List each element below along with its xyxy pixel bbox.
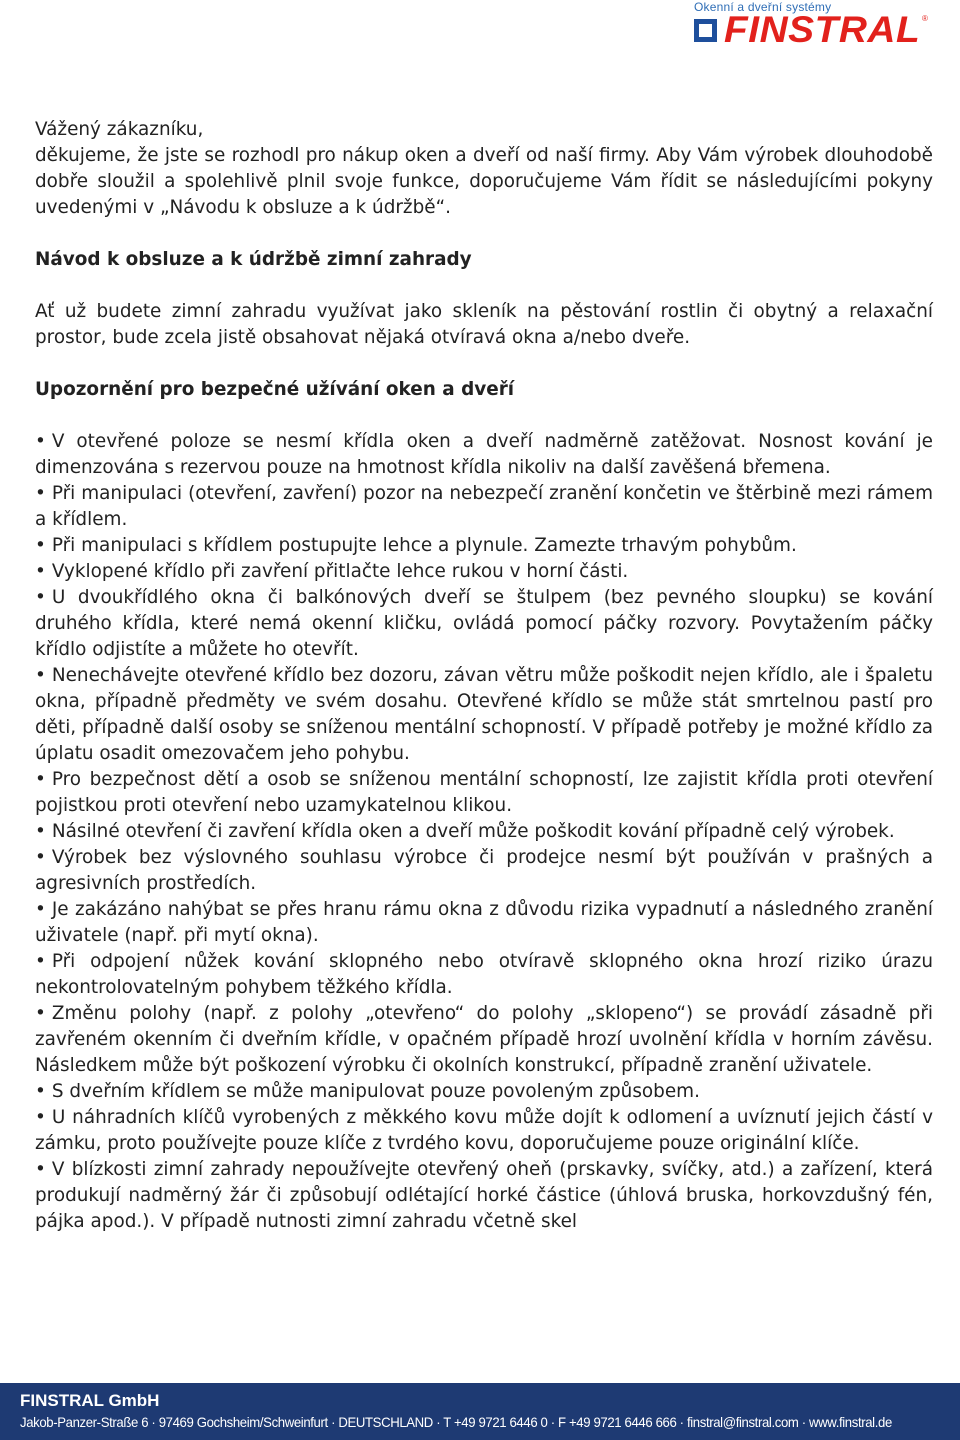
bullet-item: [35, 481, 933, 533]
bullet-text: Změnu polohy (např. z polohy „otevřeno“ do polohy „sklopeno“) se provádí zásadně při zavřeném okenním či dveřním křídle, v opačném případě hrozí uvolnění křídla v horním závěsu. Následkem může být poškození výrobku či okolních konstrukcí, případně zranění uživatele.: [35, 1003, 933, 1076]
main-heading: Návod k obsluze a k údržbě zimní zahrady: [35, 249, 472, 270]
bullet-text: Při manipulaci s křídlem postupujte lehce a plynule. Zamezte trhavým pohybům.: [51, 535, 797, 556]
bullet-text: Při manipulaci (otevření, zavření) pozor na nebezpečí zranění končetin ve štěrbině mezi rámem a křídlem.: [35, 483, 933, 530]
bullet-dot-icon: •: [35, 483, 46, 504]
footer-bar: [0, 1383, 960, 1440]
document-body: [35, 117, 933, 1235]
bullet-dot-icon: •: [35, 1159, 46, 1180]
bullet-text: V blízkosti zimní zahrady nepoužívejte otevřený oheň (prskavky, svíčky, atd.) a zařízení, která produkují nadměrný žár či způsobují odlétající horké částice (úhlová bruska, horkovzdušný fén, pájka apod.). V případě nutnosti zimní zahradu včetně skel: [35, 1159, 933, 1232]
safety-bullet-list: [35, 429, 933, 1235]
bullet-item: [35, 1001, 933, 1079]
bullet-text: U náhradních klíčů vyrobených z měkkého kovu může dojít k odlomení a uvíznutí jejich částí v zámku, proto používejte pouze klíče z tvrdého kovu, doporučujeme pouze originální klíče.: [35, 1107, 933, 1154]
bullet-item: [35, 663, 933, 767]
greeting: Vážený zákazníku,: [35, 119, 204, 140]
bullet-item: [35, 1079, 933, 1105]
bullet-item: [35, 559, 933, 585]
bullet-text: Nenechávejte otevřené křídlo bez dozoru, závan větru může poškodit nejen křídlo, ale i špaletu okna, případně předměty ve svém dosahu. Otevřené křídlo se může stát smrtelnou pastí pro děti, případně další osoby se sníženou mentální schopností. V případě potřeby je možné křídlo za úplatu osadit omezovačem jeho pohybu.: [35, 665, 933, 764]
bullet-text: Násilné otevření či zavření křídla oken a dveří může poškodit kování případně celý výrobek.: [51, 821, 895, 842]
bullet-text: U dvoukřídlého okna či balkónových dveří se štulpem (bez pevného sloupku) se kování druhého křídla, které nemá okenní kličku, ovládá pomocí páčky rozvory. Povytažením páčky křídlo odjistíte a můžete ho otevřít.: [35, 587, 933, 660]
bullet-dot-icon: •: [35, 821, 46, 842]
safety-heading: Upozornění pro bezpečné užívání oken a dveří: [35, 379, 515, 400]
finstral-logo: [694, 0, 934, 56]
bullet-text: Výrobek bez výslovného souhlasu výrobce či prodejce nesmí být používán v prašných a agresivních prostředích.: [35, 847, 933, 894]
intro-paragraph: děkujeme, že jste se rozhodl pro nákup oken a dveří od naší firmy. Aby Vám výrobek dlouhodobě dobře sloužil a spolehlivě plnil svoje funkce, doporučujeme Vám řídit se následujícími pokyny uvedenými v „Návodu k obsluze a k údržbě“.: [35, 145, 933, 218]
bullet-dot-icon: •: [35, 431, 46, 452]
registered-mark: ®: [922, 14, 928, 23]
logo-square-icon: [694, 19, 717, 42]
bullet-text: Vyklopené křídlo při zavření přitlačte lehce rukou v horní části.: [51, 561, 629, 582]
bullet-dot-icon: •: [35, 899, 46, 920]
bullet-dot-icon: •: [35, 587, 46, 608]
footer-address: Jakob-Panzer-Straße 6 · 97469 Gochsheim/Schweinfurt · DEUTSCHLAND · T +49 9721 6446 0 · F +49 9721 6446 666 · finstral@finstral.com · www.finstral.de: [20, 1414, 892, 1430]
bullet-text: Pro bezpečnost dětí a osob se sníženou mentální schopností, lze zajistit křídla proti otevření pojistkou proti otevření nebo uzamykatelnou klikou.: [35, 769, 933, 816]
bullet-dot-icon: •: [35, 1003, 46, 1024]
bullet-text: S dveřním křídlem se může manipulovat pouze povoleným způsobem.: [51, 1081, 700, 1102]
bullet-item: [35, 845, 933, 897]
bullet-dot-icon: •: [35, 665, 46, 686]
bullet-dot-icon: •: [35, 769, 46, 790]
bullet-text: Při odpojení nůžek kování sklopného nebo otvíravě sklopného okna hrozí riziko úrazu nekontrolovatelným pohybem těžkého křídla.: [35, 951, 933, 998]
logo-tagline: Okenní a dveřní systémy: [694, 0, 832, 14]
bullet-item: [35, 429, 933, 481]
bullet-dot-icon: •: [35, 535, 46, 556]
footer-company: FINSTRAL GmbH: [20, 1391, 160, 1410]
bullet-text: Je zakázáno nahýbat se přes hranu rámu okna z důvodu rizika vypadnutí a následného zranění uživatele (např. při mytí okna).: [35, 899, 933, 946]
bullet-dot-icon: •: [35, 561, 46, 582]
main-paragraph: Ať už budete zimní zahradu využívat jako skleník na pěstování rostlin či obytný a relaxační prostor, bude zcela jistě obsahovat nějaká otvíravá okna a/nebo dveře.: [35, 301, 933, 348]
bullet-item: [35, 1157, 933, 1235]
bullet-item: [35, 533, 933, 559]
bullet-item: [35, 1105, 933, 1157]
logo-brand: FINSTRAL: [724, 9, 921, 50]
bullet-item: [35, 585, 933, 663]
bullet-dot-icon: •: [35, 847, 46, 868]
bullet-item: [35, 767, 933, 819]
bullet-dot-icon: •: [35, 1107, 46, 1128]
bullet-item: [35, 897, 933, 949]
bullet-text: V otevřené poloze se nesmí křídla oken a dveří nadměrně zatěžovat. Nosnost kování je dimenzována s rezervou pouze na hmotnost křídla nikoliv na další zavěšená břemena.: [35, 431, 933, 478]
bullet-dot-icon: •: [35, 1081, 46, 1102]
bullet-dot-icon: •: [35, 951, 46, 972]
bullet-item: [35, 949, 933, 1001]
bullet-item: [35, 819, 933, 845]
